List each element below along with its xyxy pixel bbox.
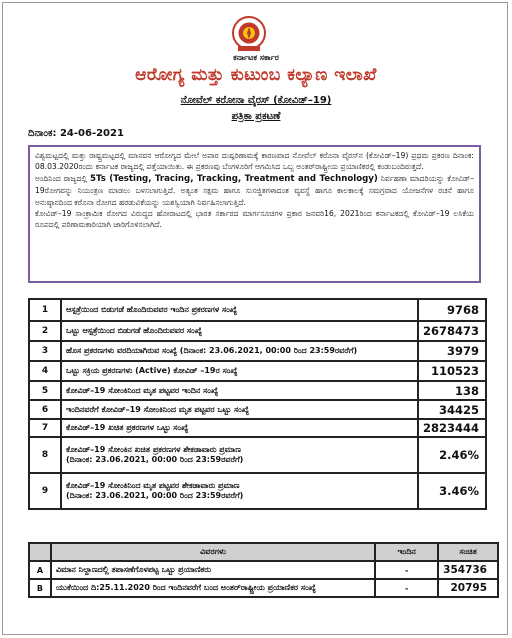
row-number: 6	[29, 400, 61, 419]
intro-paragraph-2	[35, 173, 474, 208]
row-label-line2: (ದಿನಾಂಕ: 23.06.2021, 00:00 ರಿಂದ 23:59ರವರೆಗೆ)	[66, 455, 244, 464]
table-row	[29, 381, 486, 400]
table-row	[29, 321, 486, 341]
row-value: 3979	[418, 341, 486, 361]
row-label	[61, 473, 418, 509]
header-blank	[29, 543, 51, 561]
intro-box	[28, 145, 481, 283]
header-details: ವಿವರಗಳು	[51, 543, 375, 561]
row-label-line1: ಕೋವಿಡ್–19 ಸೋಂಕಿನ ಖಚಿತ ಪ್ರಕರಣಗಳ ಶೇಕಡಾವಾರು ಪ್ರಮಾಣ	[66, 445, 241, 454]
table-row	[29, 473, 486, 509]
row-value: 34425	[418, 400, 486, 419]
press-release-heading: ಪತ್ರಿಕಾ ಪ್ರಕಟಣೆ	[231, 111, 281, 122]
row-label: ವಿಮಾನ ನಿಲ್ದಾಣದಲ್ಲಿ ತಪಾಸಣೆಗೊಳಪಟ್ಟ ಒಟ್ಟು ಪ್ರಯಾಣಿಕರು	[51, 561, 375, 579]
table-row	[29, 341, 486, 361]
intro-p2-rest: ನಿರ್ವಹಣಾ ಮಾದರಿಯನ್ನು ಕೋವಿಡ್–19ರೋಗವನ್ನು ನಿಯಂತ್ರಣ ಮಾಡಲು ಬಳಸಲಾಗುತ್ತಿದೆ. ಅತ್ಯಂತ ಸಕ್ಷಮ ಹಾಗೂ ಸುಸಜ್ಜಿತಗಳಾದಂತ ವ್ಯವಸ್ಥೆ ಹಾಗೂ ಕಾಲಕಾಲಕ್ಕೆ ಸಮಗ್ರವಾದ ಯೋಜನೆಗಳ ರಚನೆ ಹಾಗೂ ಅನುಷ್ಠಾನದಿಂದ ಕರೊನಾ ರೋಗದ ಹರಡುವಿಕೆಯನ್ನು ಯಶಸ್ವಿಯಾಗಿ ನಿರ್ವಹಿಸಲಾಗುತ್ತಿದೆ.	[35, 173, 475, 207]
stats-table	[28, 298, 487, 510]
row-label	[61, 437, 418, 473]
row-today: -	[375, 579, 438, 597]
row-label-line1: ಕೋವಿಡ್–19 ಸೋಂಕಿನಿಂದ ಮೃತ ಪಟ್ಟವರ ಶೇಕಡಾವಾರು ಪ್ರಮಾಣ	[66, 481, 240, 490]
row-today: -	[375, 561, 438, 579]
row-id: B	[29, 579, 51, 597]
row-number: 3	[29, 341, 61, 361]
table-row	[29, 561, 498, 579]
row-number: 5	[29, 381, 61, 400]
table-row	[29, 437, 486, 473]
row-label: ಇಂದಿನವರೆಗೆ ಕೋವಿಡ್–19 ಸೋಂಕಿನಿಂದ ಮೃತ ಪಟ್ಟವರ ಒಟ್ಟು ಸಂಖ್ಯೆ	[61, 400, 418, 419]
intro-p2-5ts: 5Ts (Testing, Tracing, Tracking, Treatment and Technology)	[90, 173, 378, 184]
row-value: 2823444	[418, 419, 486, 437]
row-value: 2.46%	[418, 437, 486, 473]
row-number: 1	[29, 299, 61, 321]
row-label: ಕೋವಿಡ್–19 ಖಚಿತ ಪ್ರಕರಣಗಳ ಒಟ್ಟು ಸಂಖ್ಯೆ	[61, 419, 418, 437]
row-value: 3.46%	[418, 473, 486, 509]
header-total: ಸಂಚಿತ	[438, 543, 498, 561]
table-row	[29, 419, 486, 437]
row-number: 8	[29, 437, 61, 473]
table-row	[29, 361, 486, 381]
travel-table	[28, 542, 499, 598]
release-date: ದಿನಾಂಕ: 24-06-2021	[28, 128, 124, 139]
row-value: 110523	[418, 361, 486, 381]
row-label-line2: (ದಿನಾಂಕ: 23.06.2021, 00:00 ರಿಂದ 23:59ರವರೆಗೆ)	[66, 491, 244, 500]
subtitle: ನೋವೆಲ್ ಕರೋನಾ ವೈರಸ್ (ಕೋವಿಡ್–19)	[180, 95, 332, 106]
row-label: ಒಟ್ಟು ಸಕ್ರಿಯ ಪ್ರಕರಣಗಳು (Active) ಕೋವಿಡ್ –19ರ ಸಂಖ್ಯೆ	[61, 361, 418, 381]
intro-paragraph-1: ವಿಶ್ವಮಟ್ಟದಲ್ಲಿ ಮತ್ತು ರಾಷ್ಟ್ರಮಟ್ಟದಲ್ಲಿ ಮಾನವನ ಆರೋಗ್ಯದ ಮೇಲೆ ಅಪಾರ ದುಷ್ಪರಿಣಾಮಕ್ಕೆ ಕಾರಣವಾದ ನೋವೆಲ್ ಕರೊನಾ ವೈರಸ್‌ನ (ಕೋವಿಡ್–19) ಪ್ರಥಮ ಪ್ರಕರಣ ದಿನಾಂಕ: 08.03.2020ರಂದು ಕರ್ನಾಟಕ ರಾಜ್ಯದಲ್ಲಿ ಪತ್ತೆಯಾಯಿತು. ಈ ಪ್ರಕರಣವು ಬೆಂಗಳೂರಿಗೆ ಆಗಮಿಸಿದ ಒಬ್ಬ ಅಂತರ್‌ರಾಷ್ಟ್ರೀಯ ಪ್ರಯಾಣಿಕರಲ್ಲಿ ಕಂಡುಬಂದಿರುತ್ತದೆ.	[35, 151, 474, 172]
row-label: ಒಟ್ಟು ಆಸ್ಪತ್ರೆಯಿಂದ ಬಿಡುಗಡೆ ಹೊಂದಿರುವವರ ಸಂಖ್ಯೆ	[61, 321, 418, 341]
row-value: 9768	[418, 299, 486, 321]
row-total: 354736	[438, 561, 498, 579]
header-today: ಇಂದಿನ	[375, 543, 438, 561]
table-header-row	[29, 543, 498, 561]
row-label: ಆಸ್ಪತ್ರೆಯಿಂದ ಬಿಡುಗಡೆ ಹೊಂದಿರುವವರ ಇಂದಿನ ಪ್ರಕರಣಗಳ ಸಂಖ್ಯೆ	[61, 299, 418, 321]
table-row	[29, 400, 486, 419]
row-number: 4	[29, 361, 61, 381]
intro-paragraph-3: ಕೋವಿಡ್–19 ಸಾಂಕ್ರಾಮಿಕ ರೋಗದ ವಿರುದ್ಧದ ಹೋರಾಟದಲ್ಲಿ ಭಾರತ ಸರ್ಕಾರದ ಮಾರ್ಗಸೂಚಿಗಳ ಪ್ರಕಾರ ಜನವರಿ16, 2021ರಿಂದ ಕರ್ನಾಟಕದಲ್ಲಿ ಕೋವಿಡ್–19 ಲಸಿಕೆಯ ರೂಪದಲ್ಲಿ ಪರಿಣಾಮಕಾರಿಯಾಗಿ ಜಾರಿಗೊಳಿಸಲಾಗಿದೆ.	[35, 209, 474, 230]
row-label: ಕೋವಿಡ್–19 ಸೋಂಕಿನಿಂದ ಮೃತ ಪಟ್ಟವರ ಇಂದಿನ ಸಂಖ್ಯೆ	[61, 381, 418, 400]
row-number: 7	[29, 419, 61, 437]
row-value: 2678473	[418, 321, 486, 341]
table-row	[29, 579, 498, 597]
row-label: ಯುಕೆಯಿಂದ ದಿ:25.11.2020 ರಿಂದ ಇಂದಿನವರೆಗೆ ಬಂದ ಅಂತರ್‌ರಾಷ್ಟ್ರೀಯ ಪ್ರಯಾಣಿಕರ ಸಂಖ್ಯೆ	[51, 579, 375, 597]
department-title: ಆರೋಗ್ಯ ಮತ್ತು ಕುಟುಂಬ ಕಲ್ಯಾಣ ಇಲಾಖೆ	[135, 65, 377, 85]
karnataka-emblem-icon	[226, 16, 272, 52]
row-id: A	[29, 561, 51, 579]
row-number: 9	[29, 473, 61, 509]
intro-p2-lead: ಅಂದಿನಿಂದ ರಾಜ್ಯದಲ್ಲಿ	[35, 173, 88, 183]
row-label: ಹೊಸ ಪ್ರಕರಣಗಳು ವರದಿಯಾಗಿರುವ ಸಂಖ್ಯೆ (ದಿನಾಂಕ: 23.06.2021, 00:00 ರಿಂದ 23:59ರವರೆಗೆ)	[61, 341, 418, 361]
row-value: 138	[418, 381, 486, 400]
row-number: 2	[29, 321, 61, 341]
row-total: 20795	[438, 579, 498, 597]
table-row	[29, 299, 486, 321]
government-name: ಕರ್ನಾಟಕ ಸರ್ಕಾರ	[233, 53, 279, 62]
